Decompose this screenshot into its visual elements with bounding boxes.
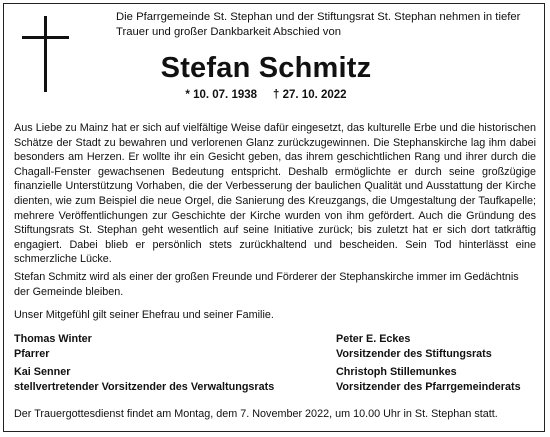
signatory-role: Pfarrer <box>14 347 50 360</box>
signatory-1 <box>14 332 92 361</box>
signatory-name: Christoph Stillemunkes <box>336 366 457 378</box>
condolence-line: Unser Mitgefühl gilt seiner Ehefrau und seiner Familie. <box>14 309 274 321</box>
signatory-2 <box>336 332 492 361</box>
remembrance-paragraph: Stefan Schmitz wird als einer der großen Freunde und Förderer der Stephanskirche immer im Gedächtnis der Gemeinde bleiben. <box>14 271 519 298</box>
signatory-4 <box>336 365 521 394</box>
signatory-name: Peter E. Eckes <box>336 333 411 345</box>
funeral-service-info: Der Trauergottesdienst findet am Montag, dem 7. November 2022, um 10.00 Uhr in St. Stephan statt. <box>14 408 498 420</box>
life-dates <box>116 89 416 101</box>
signatory-role: Vorsitzender des Pfarrgemeinderats <box>336 380 521 393</box>
cross-icon <box>22 16 72 92</box>
birth-date: * 10. 07. 1938 <box>185 89 258 101</box>
death-date: † 27. 10. 2022 <box>273 89 347 101</box>
intro-text: Die Pfarrgemeinde St. Stephan und der Stiftungsrat St. Stephan nehmen in tiefer Trauer und großer Dankbarkeit Abschied von <box>116 11 521 38</box>
deceased-name: Stefan Schmitz <box>160 52 372 84</box>
signatory-name: Thomas Winter <box>14 333 92 345</box>
tribute-paragraph: Aus Liebe zu Mainz hat er sich auf vielfältige Weise dafür eingesetzt, das kulturelle Erbe und die historischen Schätze der Stadt zu bewahren und verlorenen Glanz zurückzugewinnen. Die Stephanskirche lag ihm dabei besonders am Herzen. Er wollte ihr ein Gesicht geben, das ihrem geschichtlichen Rang und ihrer durch die Chagall-Fenster gewachsenen Bedeutung entspricht. Deshalb ermöglichte er durch seine großzügige finanzielle Unterstützung Vorhaben, die der Verbesserung der baulichen Qualität und Ausstattung der Kirche dienten, wie zum Beispiel die neue Orgel, die Sanierung des Kreuzgangs, die Umgestaltung der Taufkapelle; mehrere Veröffentlichungen zur Geschichte der Kirche wurden von ihm gefördert. Auch die Gründung des Stiftungsrats St. Stephan geht wesentlich auf seine Initiative zurück; bis zuletzt hat er sich dort tatkräftig engagiert. Dabei blieb er persönlich stets zurückhaltend und bescheiden. Sein Tod hinterlässt eine schmerzliche Lücke. <box>14 122 536 266</box>
signatory-3 <box>14 365 274 394</box>
signatory-role: stellvertretender Vorsitzender des Verwaltungsrats <box>14 380 275 393</box>
signatory-name: Kai Senner <box>14 366 71 378</box>
signatory-role: Vorsitzender des Stiftungsrats <box>336 347 492 360</box>
